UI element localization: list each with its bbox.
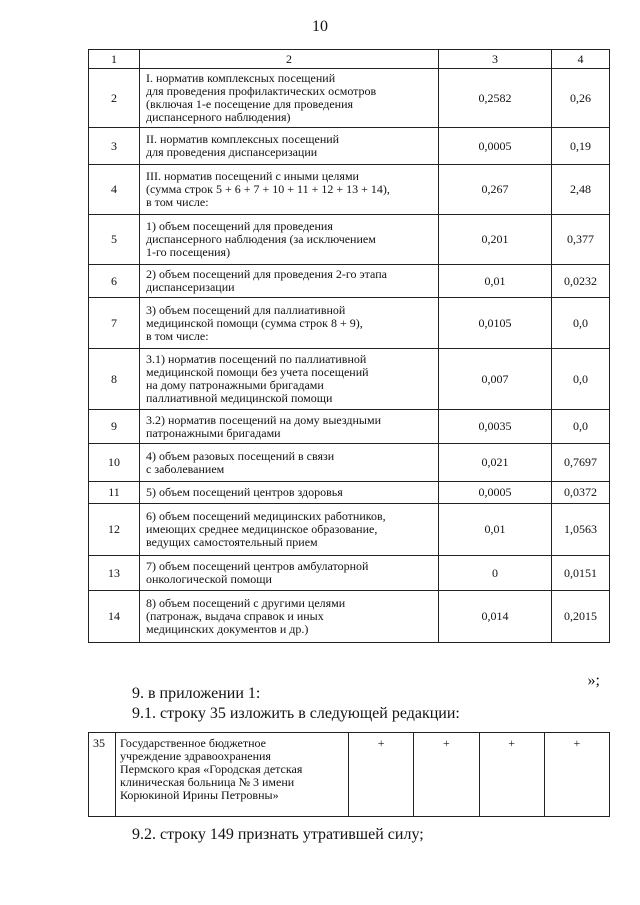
row-description: 2) объем посещений для проведения 2-го этапа диспансеризации [140, 265, 439, 298]
row-value-col3: 0,0005 [439, 128, 552, 165]
row-value-col4: 0,19 [552, 128, 610, 165]
table-row [89, 504, 610, 556]
row-value-col3: 0,01 [439, 265, 552, 298]
row-value-col3: 0,0105 [439, 298, 552, 349]
row-number: 6 [89, 265, 140, 298]
table-row [89, 265, 610, 298]
row-description: III. норматив посещений с иными целями (сумма строк 5 + 6 + 7 + 10 + 11 + 12 + 13 + 14), в том числе: [140, 165, 439, 215]
row-value-col4: 2,48 [552, 165, 610, 215]
row-value-col4: 0,0 [552, 410, 610, 444]
column-number-header: 1 [89, 50, 140, 69]
row-value-col3: 0,201 [439, 215, 552, 265]
row-description: II. норматив комплексных посещений для проведения диспансеризации [140, 128, 439, 165]
row-value-col3: 0,2582 [439, 69, 552, 128]
table-header-row [89, 50, 610, 69]
row-number: 4 [89, 165, 140, 215]
table-row [89, 556, 610, 591]
row-number: 9 [89, 410, 140, 444]
row-value-col4: 0,0372 [552, 482, 610, 504]
table-row [89, 128, 610, 165]
closing-quote: »; [587, 672, 600, 689]
row-number: 12 [89, 504, 140, 556]
table-row [89, 591, 610, 643]
table-row [89, 69, 610, 128]
row-description: 3) объем посещений для паллиативной медицинской помощи (сумма строк 8 + 9), в том числе: [140, 298, 439, 349]
row-35-mark-1: + [349, 733, 414, 817]
row-number: 5 [89, 215, 140, 265]
table-row [89, 410, 610, 444]
paragraph-9-2: 9.2. строку 149 признать утратившей силу; [132, 826, 424, 843]
row-value-col3: 0,014 [439, 591, 552, 643]
column-number-header: 4 [552, 50, 610, 69]
row-value-col4: 0,2015 [552, 591, 610, 643]
norms-table [88, 49, 610, 643]
row-number: 2 [89, 69, 140, 128]
row-35-mark-4: + [544, 733, 609, 817]
row-number: 10 [89, 444, 140, 482]
table-row [89, 482, 610, 504]
row-35-mark-2: + [414, 733, 479, 817]
row-value-col3: 0,267 [439, 165, 552, 215]
table-row [89, 349, 610, 410]
row-35-institution-name: Государственное бюджетное учреждение здравоохранения Пермского края «Городская детская клиническая больница № 3 имени Корюкиной Ирины Петровны» [116, 733, 349, 817]
row-value-col3: 0,0035 [439, 410, 552, 444]
appendix-row-35-table [88, 732, 610, 817]
row-value-col3: 0,01 [439, 504, 552, 556]
row-value-col4: 0,26 [552, 69, 610, 128]
row-description: 7) объем посещений центров амбулаторной онкологической помощи [140, 556, 439, 591]
table-row [89, 215, 610, 265]
row-number: 14 [89, 591, 140, 643]
column-number-header: 3 [439, 50, 552, 69]
row-number: 8 [89, 349, 140, 410]
row-value-col3: 0 [439, 556, 552, 591]
row-value-col4: 0,0 [552, 349, 610, 410]
row-description: 6) объем посещений медицинских работников, имеющих среднее медицинское образование, ведущих самостоятельный прием [140, 504, 439, 556]
table-row [89, 165, 610, 215]
row-value-col4: 0,0 [552, 298, 610, 349]
row-number: 3 [89, 128, 140, 165]
row-value-col3: 0,007 [439, 349, 552, 410]
table-row [89, 298, 610, 349]
paragraph-9: 9. в приложении 1: [132, 685, 261, 702]
row-description: 1) объем посещений для проведения диспансерного наблюдения (за исключением 1-го посещения) [140, 215, 439, 265]
page-number: 10 [312, 18, 328, 35]
column-number-header: 2 [140, 50, 439, 69]
row-description: 8) объем посещений с другими целями (патронаж, выдача справок и иных медицинских документов и др.) [140, 591, 439, 643]
appendix-row-35 [89, 733, 610, 817]
row-35-mark-3: + [479, 733, 544, 817]
row-value-col4: 0,0232 [552, 265, 610, 298]
row-value-col3: 0,0005 [439, 482, 552, 504]
table-row [89, 444, 610, 482]
row-description: 4) объем разовых посещений в связи с заболеванием [140, 444, 439, 482]
row-description: 3.1) норматив посещений по паллиативной медицинской помощи без учета посещений на дому патронажными бригадами паллиативной медицинской помощи [140, 349, 439, 410]
row-number: 7 [89, 298, 140, 349]
paragraph-9-1: 9.1. строку 35 изложить в следующей редакции: [132, 705, 460, 722]
row-description: 5) объем посещений центров здоровья [140, 482, 439, 504]
row-value-col4: 0,7697 [552, 444, 610, 482]
row-value-col4: 1,0563 [552, 504, 610, 556]
row-description: I. норматив комплексных посещений для проведения профилактических осмотров (включая 1-е посещение для проведения диспансерного наблюдения) [140, 69, 439, 128]
row-number: 13 [89, 556, 140, 591]
row-value-col4: 0,0151 [552, 556, 610, 591]
row-description: 3.2) норматив посещений на дому выездными патронажными бригадами [140, 410, 439, 444]
row-value-col3: 0,021 [439, 444, 552, 482]
row-number: 11 [89, 482, 140, 504]
row-35-number: 35 [89, 733, 116, 817]
row-value-col4: 0,377 [552, 215, 610, 265]
